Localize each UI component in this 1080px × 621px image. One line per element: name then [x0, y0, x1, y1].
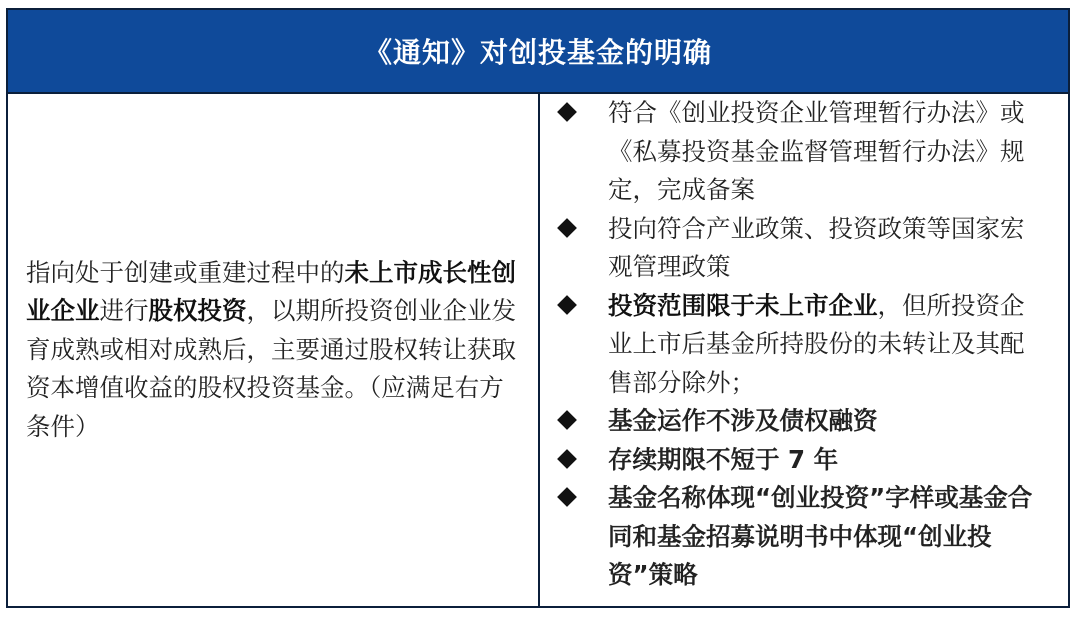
policy-table: [6, 8, 1070, 608]
condition-segment: ，但所投资企业上市后基金所持股份的未转让及其配售部分除外；: [608, 290, 1025, 397]
definition-cell: [8, 94, 538, 606]
table-title: 《通知》对创投基金的明确: [363, 36, 712, 69]
condition-segment: 符合《创业投资企业管理暂行办法》或《私募投资基金监督管理暂行办法》规定，完成备案: [608, 98, 1025, 204]
definition-segment: ，以期所投资创业企业发育成熟或相对成熟后，主要通过股权转让获取资本增值收益的股权投资基金。（应满足右方条件）: [26, 296, 516, 441]
list-item: [540, 479, 1068, 595]
definition-text: [26, 254, 520, 447]
diamond-icon: [556, 94, 602, 133]
condition-text: [608, 94, 1048, 210]
condition-segment-bold: 存续期限不短于 7 年: [608, 444, 839, 474]
list-item: [540, 402, 1068, 441]
conditions-list: [540, 94, 1068, 595]
diamond-icon: [556, 287, 602, 326]
definition-segment: 进行: [99, 296, 149, 326]
condition-segment: 投向符合产业政策、投资政策等国家宏观管理政策: [608, 213, 1025, 281]
diamond-icon: [556, 402, 602, 441]
definition-segment-bold: 未上市成长性创业企业: [26, 257, 516, 326]
definition-segment-bold: 股权投资: [148, 296, 247, 326]
list-item: [540, 287, 1068, 403]
condition-text: [608, 402, 1048, 441]
list-item: [540, 210, 1068, 287]
list-item: [540, 441, 1068, 480]
condition-segment-bold: 投资范围限于未上市企业: [608, 290, 878, 320]
diamond-icon: [556, 479, 602, 518]
condition-text: [608, 441, 1048, 480]
list-item: [540, 94, 1068, 210]
condition-text: [608, 287, 1048, 403]
definition-segment: 指向处于创建或重建过程中的: [26, 257, 345, 287]
conditions-cell: [540, 94, 1068, 606]
condition-segment-bold: 基金名称体现“创业投资”字样或基金合同和基金招募说明书中体现“创业投资”策略: [608, 483, 1033, 589]
condition-text: [608, 210, 1048, 287]
condition-text: [608, 479, 1048, 595]
diamond-icon: [556, 441, 602, 480]
table-header: [8, 10, 1068, 94]
condition-segment-bold: 基金运作不涉及债权融资: [608, 406, 878, 435]
diamond-icon: [556, 210, 602, 249]
